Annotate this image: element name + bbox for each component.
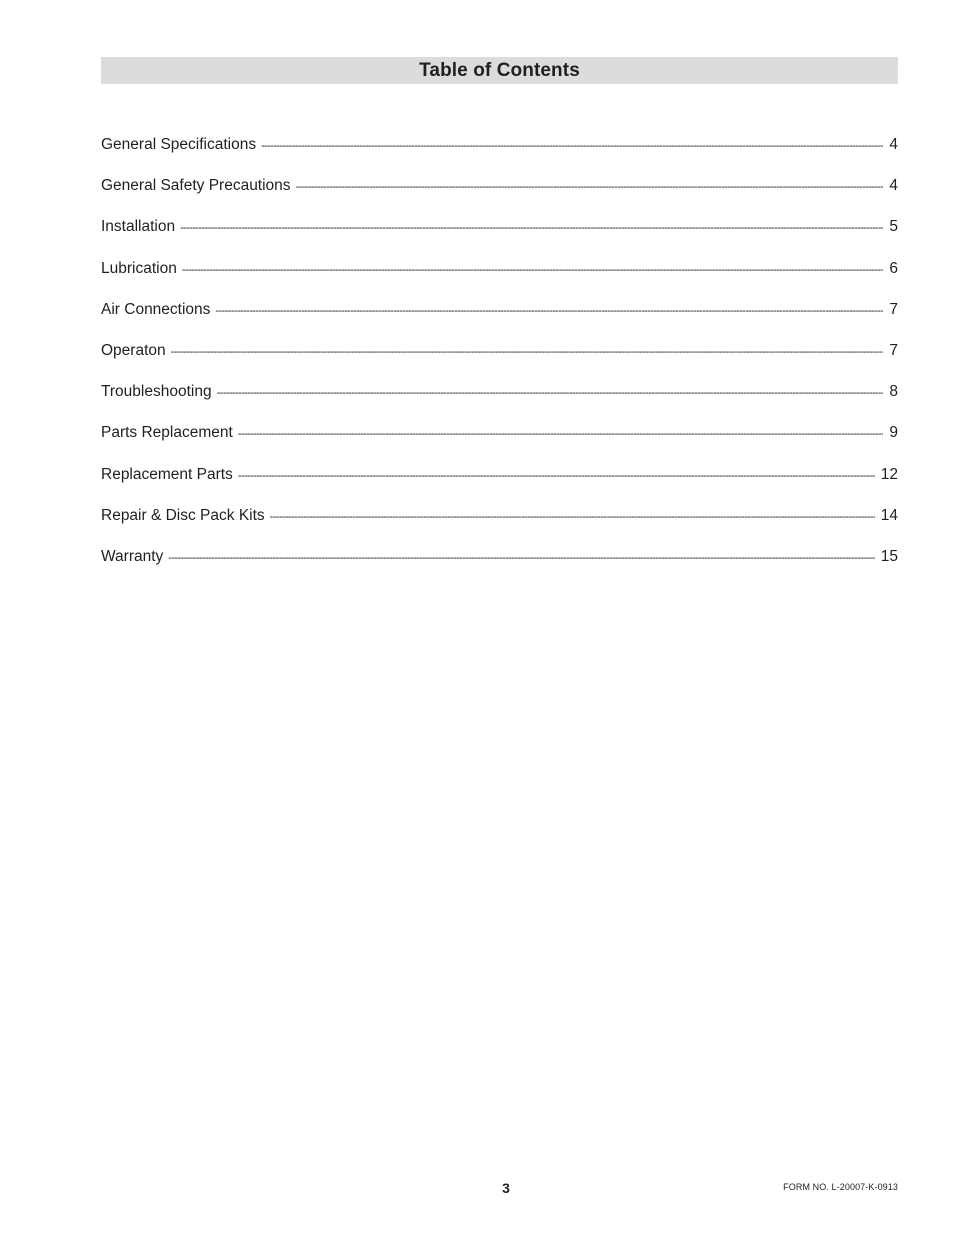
toc-entry-air-connections[interactable] (101, 297, 898, 338)
toc-entry-replacement-parts[interactable] (101, 462, 898, 503)
toc-entry-page: 4 (889, 136, 898, 153)
page-number: 3 (502, 1180, 510, 1196)
toc-entry-repair-disc-pack-kits[interactable] (101, 503, 898, 544)
toc-entry-page: 9 (889, 424, 898, 442)
toc-entry-troubleshooting[interactable] (101, 379, 898, 420)
toc-entry-title: General Specifications (101, 136, 257, 153)
toc-entry-warranty[interactable] (101, 544, 898, 585)
toc-leader (168, 545, 874, 571)
toc-entry-title: Parts Replacement (101, 424, 233, 442)
toc-entry-page: 7 (889, 300, 898, 318)
toc-leader (238, 421, 884, 447)
toc-entry-page: 12 (880, 465, 898, 483)
toc-entry-title: Operaton (101, 341, 166, 359)
toc-leader (296, 174, 884, 200)
toc-entry-operation[interactable] (101, 338, 898, 379)
toc-entry-general-specifications[interactable] (101, 132, 898, 173)
toc-entry-lubrication[interactable] (101, 256, 898, 297)
title-bar (101, 57, 898, 84)
toc-leader (238, 463, 875, 489)
toc-leader (182, 257, 884, 283)
toc-entry-title: Installation (101, 218, 176, 236)
toc-leader (261, 133, 883, 159)
toc-entry-general-safety-precautions[interactable] (101, 173, 898, 214)
toc-leader (217, 380, 884, 406)
toc-entry-title: Repair & Disc Pack Kits (101, 506, 265, 524)
toc-entry-title: Troubleshooting (101, 383, 212, 401)
page-title: Table of Contents (419, 59, 580, 81)
toc-leader (180, 215, 883, 241)
toc-entry-title: Air Connections (101, 300, 211, 318)
toc-entry-title: Replacement Parts (101, 465, 233, 483)
toc-entry-page: 6 (889, 259, 898, 277)
toc-entry-page: 4 (889, 177, 898, 195)
toc-leader (270, 504, 875, 530)
toc-entry-installation[interactable] (101, 214, 898, 255)
toc-entry-page: 8 (889, 383, 898, 401)
toc-leader (215, 298, 883, 324)
toc-entry-title: Warranty (101, 547, 164, 565)
toc-leader (171, 339, 884, 365)
toc-entry-title: General Safety Precautions (101, 177, 291, 195)
toc-entry-page: 5 (889, 218, 898, 236)
toc-entry-parts-replacement[interactable] (101, 420, 898, 461)
toc-entry-page: 14 (880, 506, 898, 524)
form-number: FORM NO. L-20007-K-0913 (783, 1182, 898, 1192)
toc-entry-page: 15 (880, 547, 898, 565)
toc-entry-title: Lubrication (101, 259, 177, 277)
toc-entry-page: 7 (889, 341, 898, 359)
table-of-contents (101, 132, 898, 585)
